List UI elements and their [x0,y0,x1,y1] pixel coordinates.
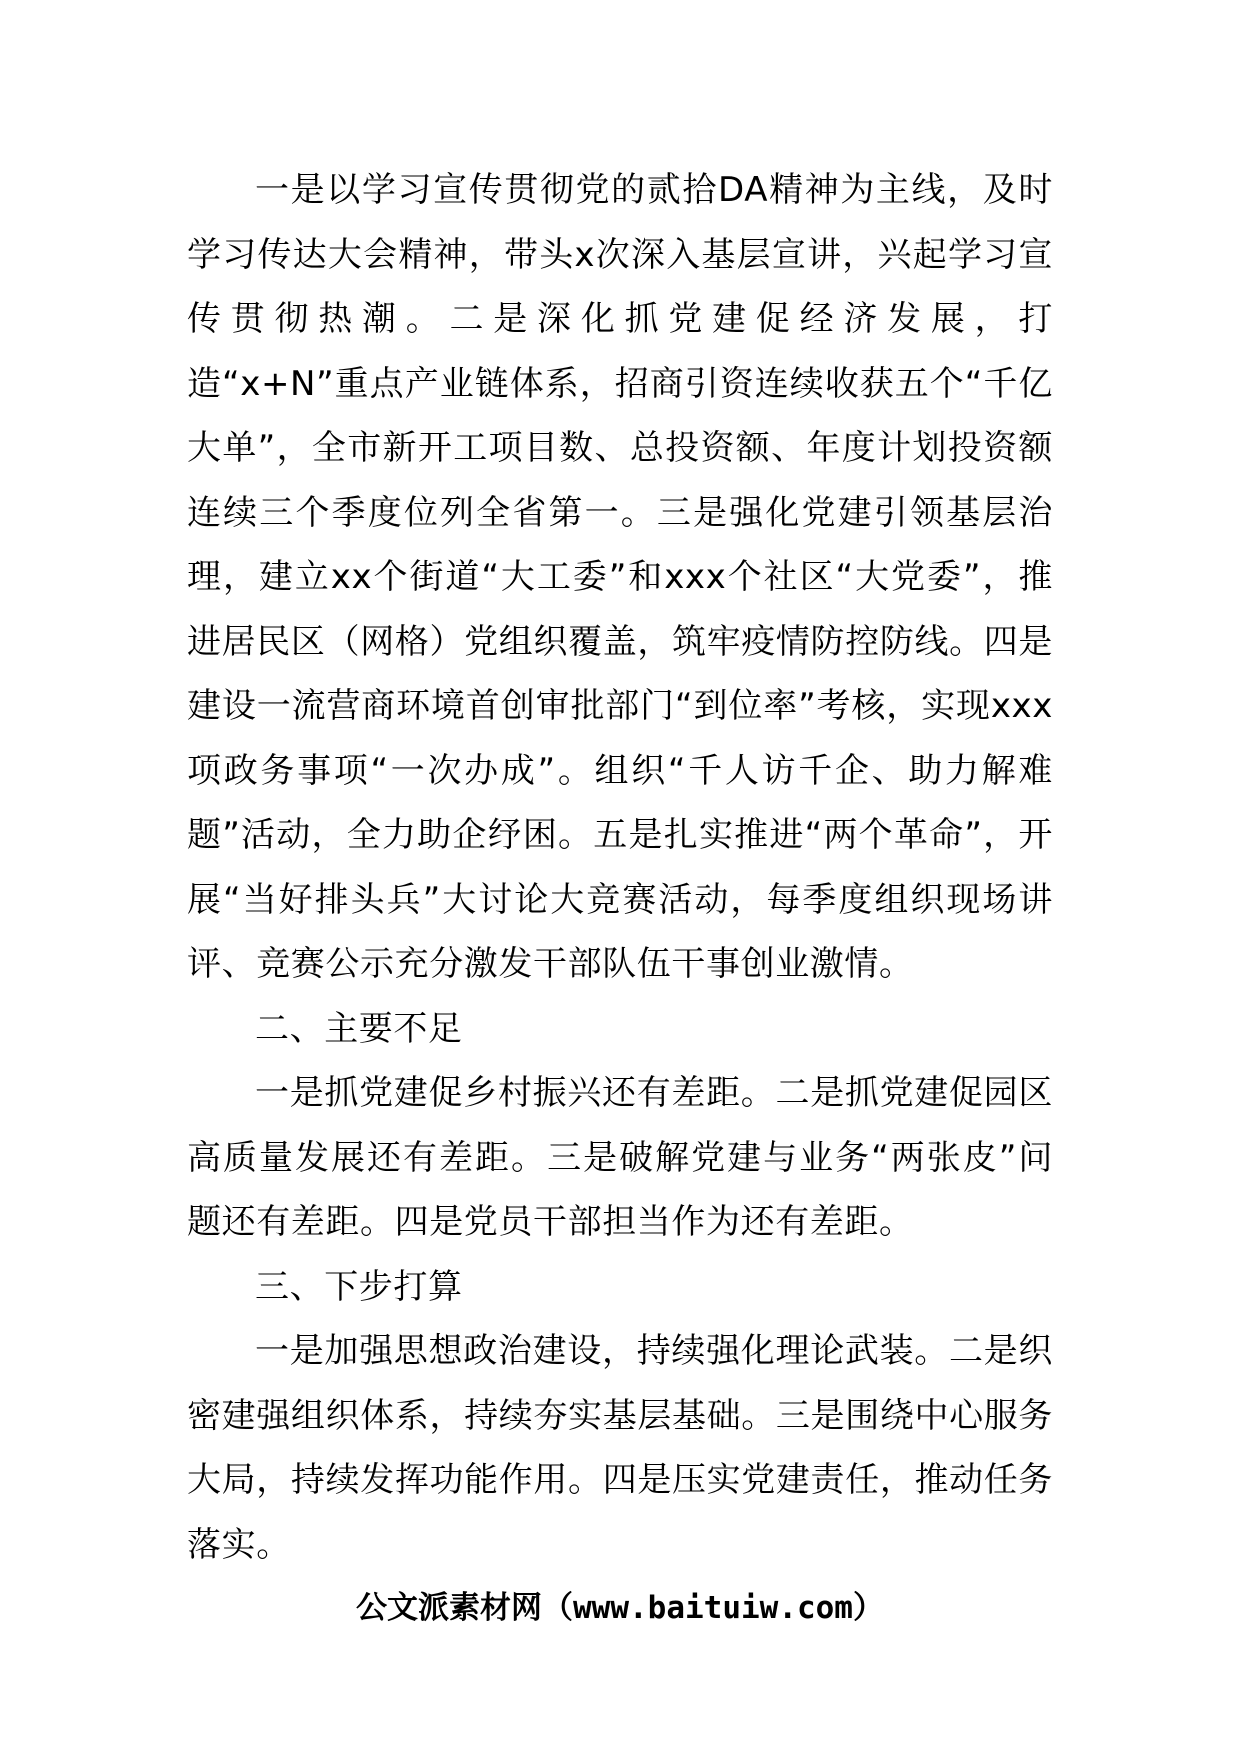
section-heading-shortcomings: 二、主要不足 [255,1008,463,1049]
footer-url: www.baituiw.com [573,1590,853,1626]
footer-site-name: 公文派素材网 [356,1590,543,1626]
footer-open-paren: （ [542,1590,574,1626]
section-heading-next-steps: 三、下步打算 [255,1266,463,1307]
document-body [187,158,1053,1577]
footer-close-paren: ） [852,1590,884,1626]
next-steps-paragraph: 一是加强思想政治建设，持续强化理论武装。二是织密建强组织体系，持续夯实基层基础。三是围绕中心服务大局，持续发挥功能作用。四是压实党建责任，推动任务落实。 [187,1331,1053,1565]
achievements-paragraph: 一是以学习宣传贯彻党的贰拾DA精神为主线，及时学习传达大会精神，带头x次深入基层宣讲，兴起学习宣传贯彻热潮。二是深化抓党建促经济发展，打造“x+N”重点产业链体系，招商引资连续收获五个“千亿大单”，全市新开工项目数、总投资额、年度计划投资额连续三个季度位列全省第一。三是强化党建引领基层治理，建立xx个街道“大工委”和xxx个社区“大党委”，推进居民区（网格）党组织覆盖，筑牢疫情防控防线。四是建设一流营商环境首创审批部门“到位率”考核，实现xxx项政务事项“一次办成”。组织“千人访千企、助力解难题”活动，全力助企纾困。五是扎实推进“两个革命”，开展“当好排头兵”大讨论大竞赛活动，每季度组织现场讲评、竞赛公示充分激发干部队伍干事创业激情。 [187,170,1053,984]
shortcomings-paragraph: 一是抓党建促乡村振兴还有差距。二是抓党建促园区高质量发展还有差距。三是破解党建与业务“两张皮”问题还有差距。四是党员干部担当作为还有差距。 [187,1073,1053,1242]
source-footer [0,1588,1240,1628]
